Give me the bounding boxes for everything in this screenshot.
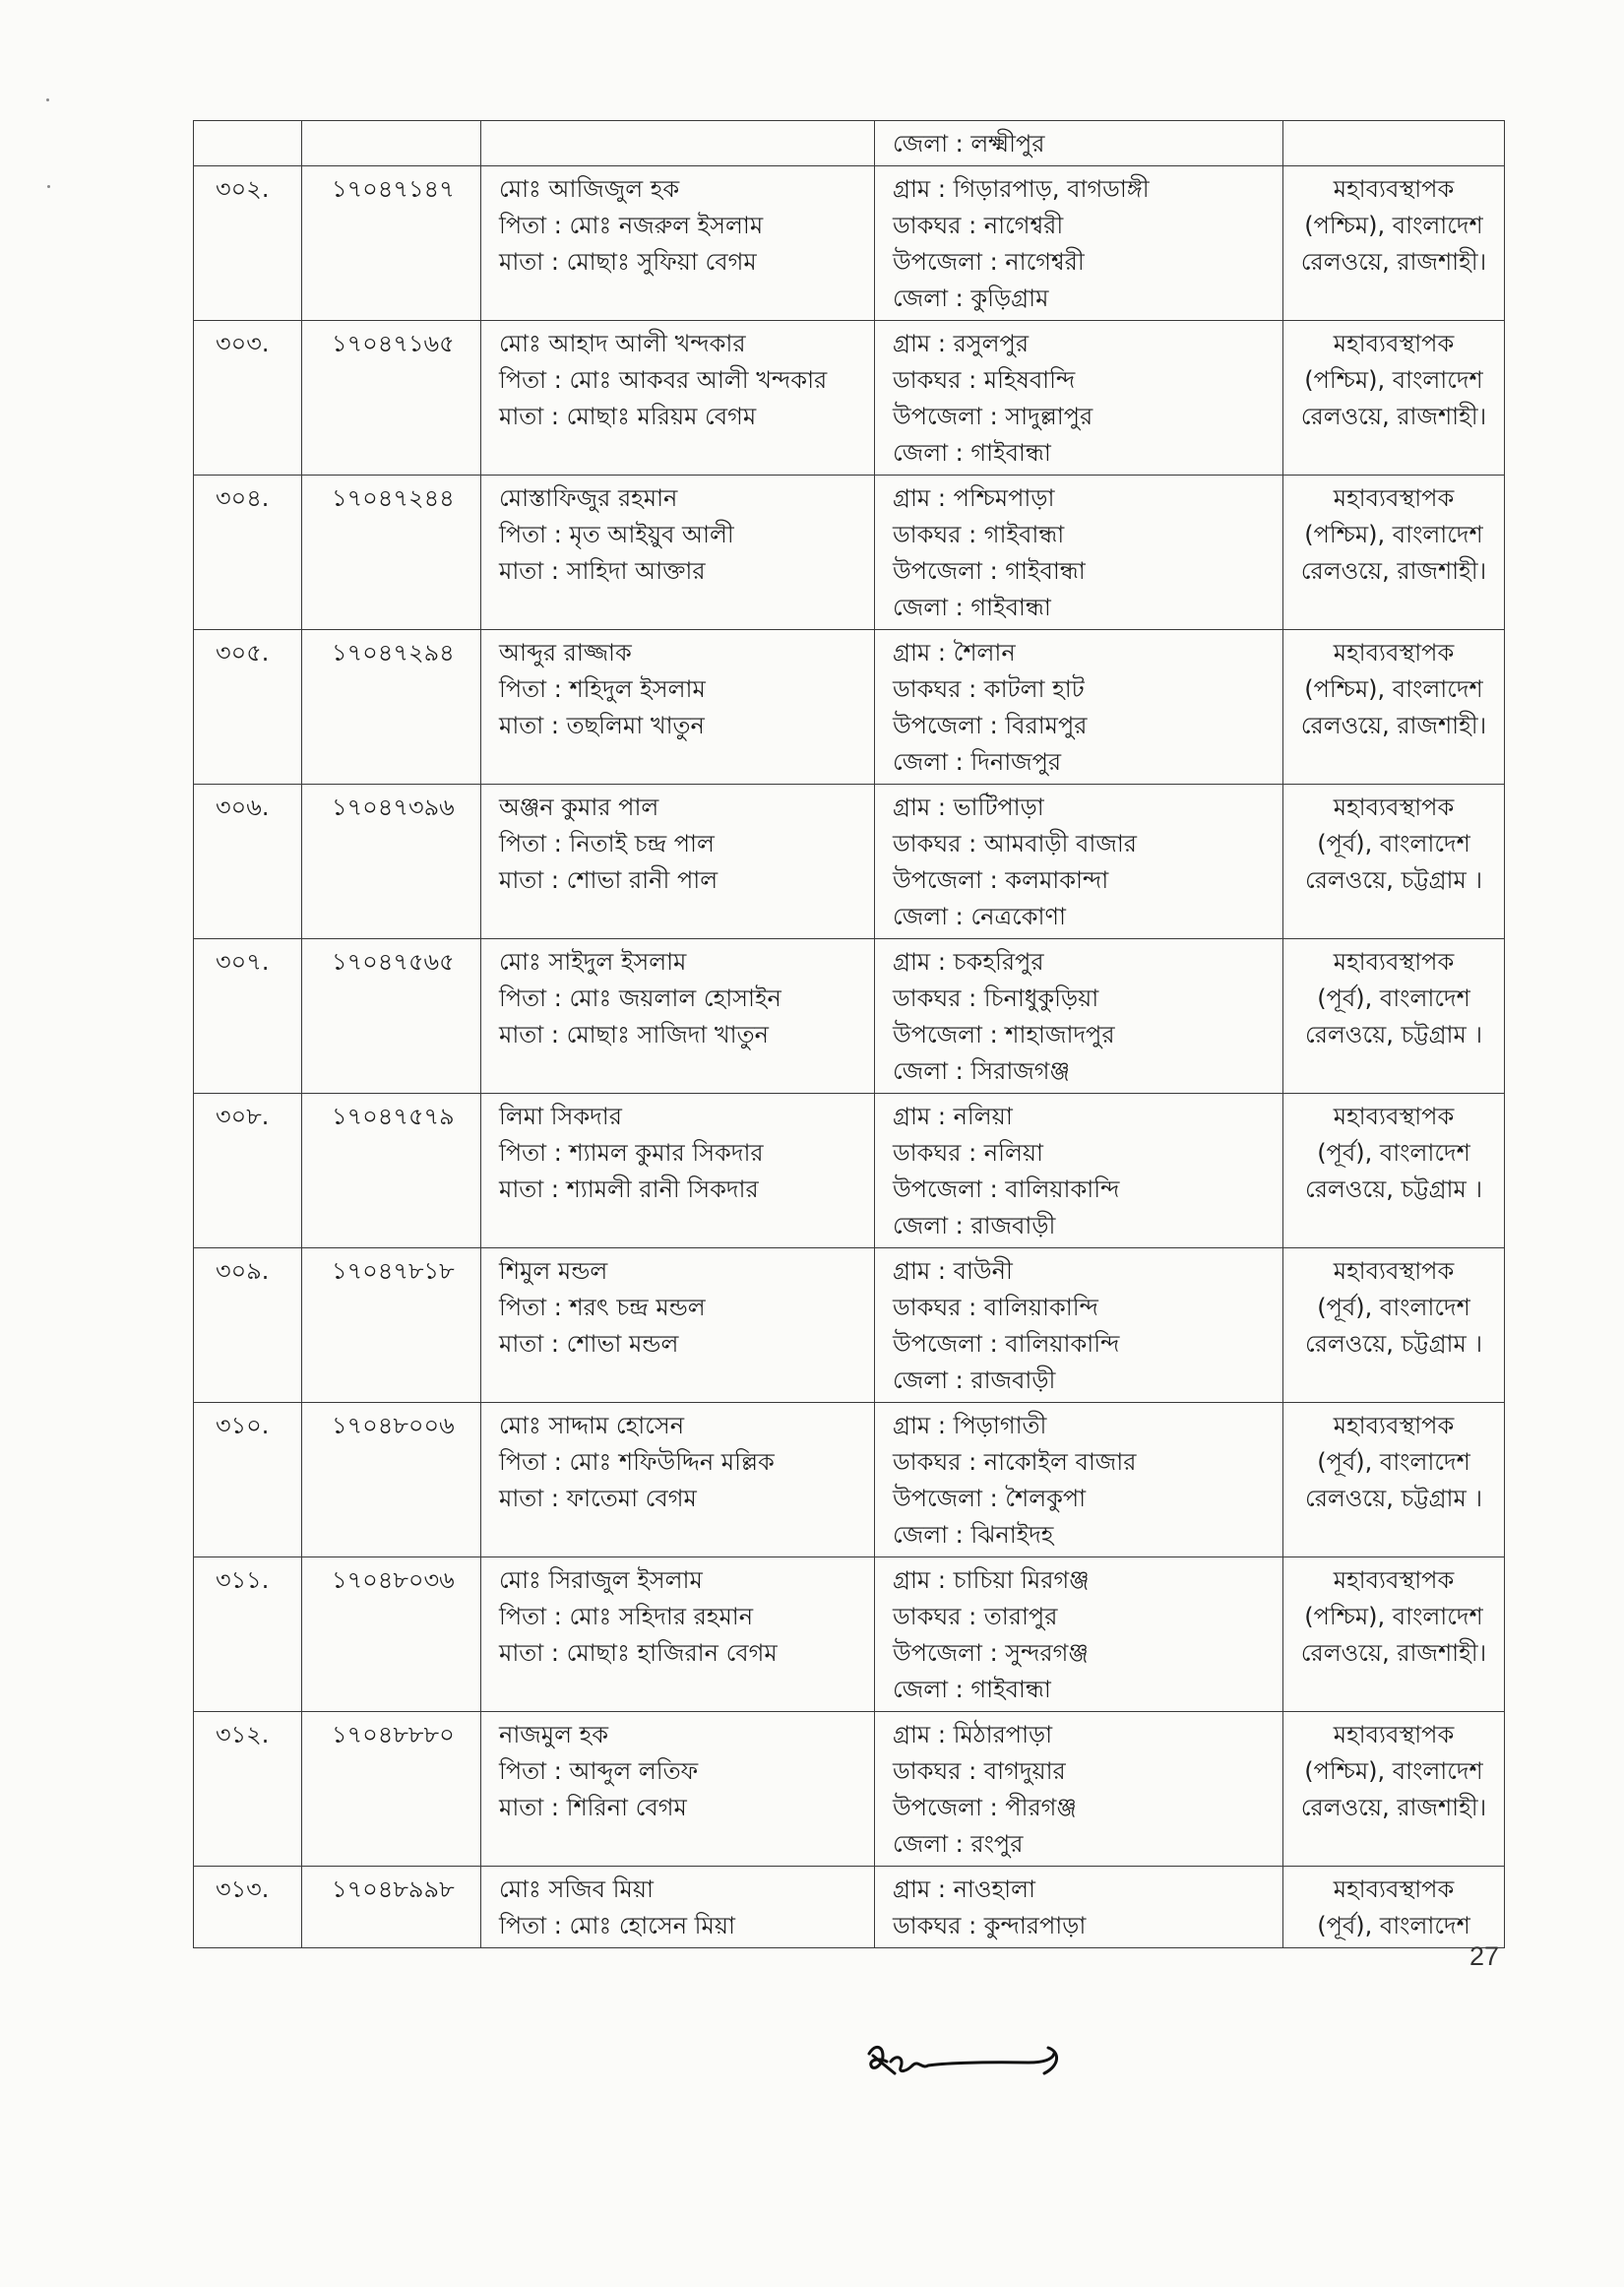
candidate-name: শিমুল মন্ডল: [499, 1257, 608, 1285]
candidate-name: মোঃ সাইদুল ইসলাম: [499, 948, 687, 976]
serial-number: ৩০৩.: [216, 330, 270, 357]
posting-cell: [1283, 630, 1505, 785]
candidate-name: মোঃ সাদ্দাম হোসেন: [499, 1412, 685, 1439]
mother-name: মাতা : শোভা মন্ডল: [499, 1330, 679, 1358]
upazila-line: উপজেলা : কলমাকান্দা: [893, 866, 1109, 894]
posting-line: (পশ্চিম), বাংলাদেশ: [1304, 675, 1483, 703]
name-cell: [481, 476, 875, 630]
address-cell: [875, 1867, 1283, 1948]
upazila-line: উপজেলা : গাইবান্ধা: [893, 557, 1086, 585]
name-cell: [481, 321, 875, 476]
serial-cell: [194, 1248, 302, 1403]
father-name: পিতা : মোঃ সহিদার রহমান: [499, 1603, 754, 1630]
father-name: পিতা : শহিদুল ইসলাম: [499, 675, 706, 703]
district-line: জেলা : নেত্রকোণা: [893, 903, 1066, 930]
mother-name: মাতা : শিরিনা বেগম: [499, 1794, 687, 1821]
upazila-line: উপজেলা : নাগেশ্বরী: [893, 248, 1085, 276]
posting-line: রেলওয়ে, রাজশাহী।: [1300, 712, 1487, 739]
posting-line: রেলওয়ে, চট্টগ্রাম ।: [1304, 1330, 1483, 1358]
posting-line: (পশ্চিম), বাংলাদেশ: [1304, 1757, 1483, 1785]
scan-speck: [47, 185, 50, 188]
district-line: জেলা : ঝিনাইদহ: [893, 1521, 1054, 1549]
table-row: [194, 785, 1505, 939]
serial-number: ৩১১.: [216, 1566, 270, 1594]
post-office-line: ডাকঘর : গাইবান্ধা: [893, 521, 1065, 548]
table-row: [194, 321, 1505, 476]
address-cell: [875, 1557, 1283, 1712]
serial-cell: [194, 785, 302, 939]
posting-line: মহাব্যবস্থাপক: [1333, 330, 1455, 357]
table-row: [194, 1248, 1505, 1403]
posting-line: মহাব্যবস্থাপক: [1333, 1875, 1455, 1903]
posting-line: (পূর্ব), বাংলাদেশ: [1317, 1912, 1470, 1939]
table-row: [194, 1867, 1505, 1948]
father-name: পিতা : আব্দুল লতিফ: [499, 1757, 699, 1785]
serial-number: ৩০২.: [216, 175, 270, 203]
serial-cell: [194, 321, 302, 476]
posting-line: রেলওয়ে, রাজশাহী।: [1300, 1794, 1487, 1821]
serial-cell: [194, 166, 302, 321]
roll-cell: [302, 166, 481, 321]
posting-cell: [1283, 476, 1505, 630]
serial-cell: [194, 1712, 302, 1867]
father-name: পিতা : মোঃ আকবর আলী খন্দকার: [499, 366, 828, 394]
posting-cell: [1283, 1403, 1505, 1557]
candidate-name: মোস্তাফিজুর রহমান: [499, 484, 678, 512]
serial-cell: [194, 476, 302, 630]
address-cell: [875, 321, 1283, 476]
posting-line: রেলওয়ে, রাজশাহী।: [1300, 1639, 1487, 1667]
name-cell: [481, 785, 875, 939]
posting-cell: [1283, 1712, 1505, 1867]
father-name: পিতা : মৃত আইয়ুব আলী: [499, 521, 734, 548]
serial-cell: [194, 630, 302, 785]
post-office-line: ডাকঘর : বাগদুয়ার: [893, 1757, 1066, 1785]
name-cell: [481, 166, 875, 321]
upazila-line: উপজেলা : বালিয়াকান্দি: [893, 1330, 1120, 1358]
continuation-row: [194, 121, 1505, 166]
village-line: গ্রাম : চাচিয়া মিরগঞ্জ: [893, 1566, 1090, 1594]
posting-line: (পূর্ব), বাংলাদেশ: [1317, 1448, 1470, 1476]
posting-line: রেলওয়ে, চট্টগ্রাম ।: [1304, 1021, 1483, 1048]
roll-number: ১৭০৪৭১৬৫: [332, 330, 455, 357]
name-cell: [481, 1403, 875, 1557]
serial-number: ৩০৬.: [216, 794, 270, 821]
post-office-line: ডাকঘর : নাকোইল বাজার: [893, 1448, 1137, 1476]
roll-number: ১৭০৪৭২৯৪: [332, 639, 455, 667]
district-line: জেলা : গাইবান্ধা: [893, 1676, 1051, 1703]
roll-number: ১৭০৪৮০০৬: [332, 1412, 455, 1439]
posting-line: মহাব্যবস্থাপক: [1333, 1257, 1455, 1285]
address-cell: [875, 166, 1283, 321]
roll-cell: [302, 1094, 481, 1248]
posting-line: মহাব্যবস্থাপক: [1333, 639, 1455, 667]
address-cell: [875, 121, 1283, 166]
posting-cell: [1283, 121, 1505, 166]
roll-number: ১৭০৪৭৫৬৫: [332, 948, 455, 976]
village-line: গ্রাম : মিঠারপাড়া: [893, 1721, 1053, 1748]
roll-cell: [302, 1248, 481, 1403]
posting-cell: [1283, 1248, 1505, 1403]
page-number: 27: [1469, 1941, 1500, 1971]
posting-line: (পশ্চিম), বাংলাদেশ: [1304, 212, 1483, 239]
posting-line: মহাব্যবস্থাপক: [1333, 1721, 1455, 1748]
father-name: পিতা : মোঃ শফিউদ্দিন মল্লিক: [499, 1448, 775, 1476]
candidate-name: মোঃ সিরাজুল ইসলাম: [499, 1566, 703, 1594]
father-name: পিতা : নিতাই চন্দ্র পাল: [499, 830, 715, 858]
posting-line: (পূর্ব), বাংলাদেশ: [1317, 1139, 1470, 1167]
candidate-name: আব্দুর রাজ্জাক: [499, 639, 632, 667]
serial-number: ৩১৩.: [216, 1875, 270, 1903]
posting-cell: [1283, 321, 1505, 476]
posting-cell: [1283, 166, 1505, 321]
table-row: [194, 1094, 1505, 1248]
posting-line: রেলওয়ে, চট্টগ্রাম ।: [1304, 1485, 1483, 1512]
upazila-line: উপজেলা : শৈলকুপা: [893, 1485, 1087, 1512]
serial-number: ৩০৮.: [216, 1103, 270, 1130]
posting-line: (পশ্চিম), বাংলাদেশ: [1304, 366, 1483, 394]
roll-number: ১৭০৪৭১৪৭: [332, 175, 455, 203]
mother-name: মাতা : মোছাঃ মরিয়ম বেগম: [499, 403, 757, 430]
signature: [861, 2036, 1088, 2095]
district-line: জেলা : রাজবাড়ী: [893, 1366, 1056, 1394]
address-cell: [875, 1248, 1283, 1403]
table-row: [194, 1712, 1505, 1867]
mother-name: মাতা : শোভা রানী পাল: [499, 866, 718, 894]
roll-cell: [302, 476, 481, 630]
upazila-line: উপজেলা : বালিয়াকান্দি: [893, 1175, 1120, 1203]
candidate-name: অঞ্জন কুমার পাল: [499, 794, 659, 821]
serial-number: ৩০৫.: [216, 639, 270, 667]
posting-line: (পশ্চিম), বাংলাদেশ: [1304, 1603, 1483, 1630]
candidate-name: নাজমুল হক: [499, 1721, 608, 1748]
district-line: জেলা : রংপুর: [893, 1830, 1024, 1858]
posting-cell: [1283, 785, 1505, 939]
table-row: [194, 939, 1505, 1094]
candidate-name: মোঃ আজিজুল হক: [499, 175, 680, 203]
name-cell: [481, 1248, 875, 1403]
roll-cell: [302, 121, 481, 166]
serial-cell: [194, 1867, 302, 1948]
roll-number: ১৭০৪৮৯৯৮: [332, 1875, 455, 1903]
upazila-line: উপজেলা : সুন্দরগঞ্জ: [893, 1639, 1089, 1667]
table-row: [194, 630, 1505, 785]
roll-number: ১৭০৪৭৮১৮: [332, 1257, 455, 1285]
posting-line: মহাব্যবস্থাপক: [1333, 1566, 1455, 1594]
father-name: পিতা : শরৎ চন্দ্র মন্ডল: [499, 1294, 706, 1321]
posting-line: মহাব্যবস্থাপক: [1333, 1412, 1455, 1439]
roll-cell: [302, 1867, 481, 1948]
address-cell: [875, 1712, 1283, 1867]
roll-cell: [302, 785, 481, 939]
post-office-line: ডাকঘর : কাটলা হাট: [893, 675, 1085, 703]
district-line: জেলা : গাইবান্ধা: [893, 439, 1051, 467]
roll-number: ১৭০৪৮০৩৬: [332, 1566, 455, 1594]
serial-cell: [194, 1403, 302, 1557]
father-name: পিতা : মোঃ হোসেন মিয়া: [499, 1912, 735, 1939]
name-cell: [481, 1094, 875, 1248]
name-cell: [481, 1557, 875, 1712]
post-office-line: ডাকঘর : কুন্দারপাড়া: [893, 1912, 1087, 1939]
village-line: গ্রাম : গিড়ারপাড়, বাগডাঙ্গী: [893, 175, 1150, 203]
address-cell: [875, 476, 1283, 630]
serial-cell: [194, 1094, 302, 1248]
posting-line: মহাব্যবস্থাপক: [1333, 794, 1455, 821]
village-line: গ্রাম : পিড়াগাতী: [893, 1412, 1047, 1439]
address-cell: [875, 630, 1283, 785]
name-cell: [481, 939, 875, 1094]
mother-name: মাতা : মোছাঃ সাজিদা খাতুন: [499, 1021, 769, 1048]
roll-number: ১৭০৪৮৮৮০: [332, 1721, 455, 1748]
posting-line: রেলওয়ে, রাজশাহী।: [1300, 557, 1487, 585]
posting-cell: [1283, 1867, 1505, 1948]
posting-line: রেলওয়ে, চট্টগ্রাম ।: [1304, 1175, 1483, 1203]
roll-number: ১৭০৪৭৫৭৯: [332, 1103, 455, 1130]
posting-line: (পূর্ব), বাংলাদেশ: [1317, 830, 1470, 858]
post-office-line: ডাকঘর : আমবাড়ী বাজার: [893, 830, 1138, 858]
posting-cell: [1283, 939, 1505, 1094]
serial-number: ৩১০.: [216, 1412, 270, 1439]
table-row: [194, 166, 1505, 321]
mother-name: মাতা : তছলিমা খাতুন: [499, 712, 705, 739]
post-office-line: ডাকঘর : নলিয়া: [893, 1139, 1043, 1167]
village-line: গ্রাম : নলিয়া: [893, 1103, 1013, 1130]
district-line: জেলা : রাজবাড়ী: [893, 1212, 1056, 1239]
roll-cell: [302, 1712, 481, 1867]
serial-cell: [194, 121, 302, 166]
upazila-line: উপজেলা : পীরগঞ্জ: [893, 1794, 1077, 1821]
posting-line: (পূর্ব), বাংলাদেশ: [1317, 985, 1470, 1012]
roll-cell: [302, 939, 481, 1094]
roll-cell: [302, 1403, 481, 1557]
village-line: গ্রাম : নাওহালা: [893, 1875, 1035, 1903]
district-line: জেলা : কুড়িগ্রাম: [893, 285, 1049, 312]
district-line: জেলা : দিনাজপুর: [893, 748, 1062, 776]
address-cell: [875, 1094, 1283, 1248]
mother-name: মাতা : শ্যামলী রানী সিকদার: [499, 1175, 759, 1203]
table-row: [194, 476, 1505, 630]
upazila-line: উপজেলা : সাদুল্লাপুর: [893, 403, 1093, 430]
address-cell: [875, 1403, 1283, 1557]
father-name: পিতা : শ্যামল কুমার সিকদার: [499, 1139, 764, 1167]
roll-cell: [302, 630, 481, 785]
name-cell: [481, 1712, 875, 1867]
roll-cell: [302, 321, 481, 476]
post-office-line: ডাকঘর : মহিষবান্দি: [893, 366, 1076, 394]
mother-name: মাতা : সাহিদা আক্তার: [499, 557, 706, 585]
address-cell: [875, 785, 1283, 939]
posting-line: রেলওয়ে, চট্টগ্রাম ।: [1304, 866, 1483, 894]
father-name: পিতা : মোঃ নজরুল ইসলাম: [499, 212, 764, 239]
village-line: গ্রাম : রসুলপুর: [893, 330, 1030, 357]
village-line: গ্রাম : ভাটিপাড়া: [893, 794, 1044, 821]
upazila-line: উপজেলা : বিরামপুর: [893, 712, 1088, 739]
table-row: [194, 1557, 1505, 1712]
serial-cell: [194, 939, 302, 1094]
candidate-name: মোঃ সজিব মিয়া: [499, 1875, 654, 1903]
posting-line: মহাব্যবস্থাপক: [1333, 484, 1455, 512]
mother-name: মাতা : মোছাঃ হাজিরান বেগম: [499, 1639, 778, 1667]
serial-number: ৩০৯.: [216, 1257, 270, 1285]
address-cell: [875, 939, 1283, 1094]
upazila-line: উপজেলা : শাহাজাদপুর: [893, 1021, 1115, 1048]
table-row: [194, 1403, 1505, 1557]
roll-cell: [302, 1557, 481, 1712]
posting-line: মহাব্যবস্থাপক: [1333, 175, 1455, 203]
posting-line: মহাব্যবস্থাপক: [1333, 1103, 1455, 1130]
roll-number: ১৭০৪৭৩৯৬: [332, 794, 455, 821]
posting-cell: [1283, 1094, 1505, 1248]
serial-cell: [194, 1557, 302, 1712]
name-cell: [481, 121, 875, 166]
serial-number: ৩০৪.: [216, 484, 270, 512]
post-office-line: ডাকঘর : নাগেশ্বরী: [893, 212, 1064, 239]
village-line: গ্রাম : বাউনী: [893, 1257, 1013, 1285]
candidate-table: [193, 120, 1505, 1948]
post-office-line: ডাকঘর : বালিয়াকান্দি: [893, 1294, 1098, 1321]
name-cell: [481, 1867, 875, 1948]
father-name: পিতা : মোঃ জয়লাল হোসাইন: [499, 985, 781, 1012]
post-office-line: ডাকঘর : চিনাধুকুড়িয়া: [893, 985, 1099, 1012]
post-office-line: ডাকঘর : তারাপুর: [893, 1603, 1058, 1630]
mother-name: মাতা : ফাতেমা বেগম: [499, 1485, 697, 1512]
candidate-name: লিমা সিকদার: [499, 1103, 622, 1130]
scan-speck: [46, 98, 49, 101]
district-line: জেলা : লক্ষ্মীপুর: [893, 130, 1045, 158]
posting-line: (পূর্ব), বাংলাদেশ: [1317, 1294, 1470, 1321]
candidate-name: মোঃ আহাদ আলী খন্দকার: [499, 330, 746, 357]
village-line: গ্রাম : শৈলান: [893, 639, 1016, 667]
posting-line: রেলওয়ে, রাজশাহী।: [1300, 248, 1487, 276]
name-cell: [481, 630, 875, 785]
posting-line: রেলওয়ে, রাজশাহী।: [1300, 403, 1487, 430]
mother-name: মাতা : মোছাঃ সুফিয়া বেগম: [499, 248, 757, 276]
posting-cell: [1283, 1557, 1505, 1712]
village-line: গ্রাম : চকহরিপুর: [893, 948, 1044, 976]
roll-number: ১৭০৪৭২৪৪: [332, 484, 455, 512]
district-line: জেলা : সিরাজগঞ্জ: [893, 1057, 1070, 1085]
posting-line: মহাব্যবস্থাপক: [1333, 948, 1455, 976]
village-line: গ্রাম : পশ্চিমপাড়া: [893, 484, 1055, 512]
district-line: জেলা : গাইবান্ধা: [893, 594, 1051, 621]
posting-line: (পশ্চিম), বাংলাদেশ: [1304, 521, 1483, 548]
serial-number: ৩০৭.: [216, 948, 270, 976]
serial-number: ৩১২.: [216, 1721, 270, 1748]
